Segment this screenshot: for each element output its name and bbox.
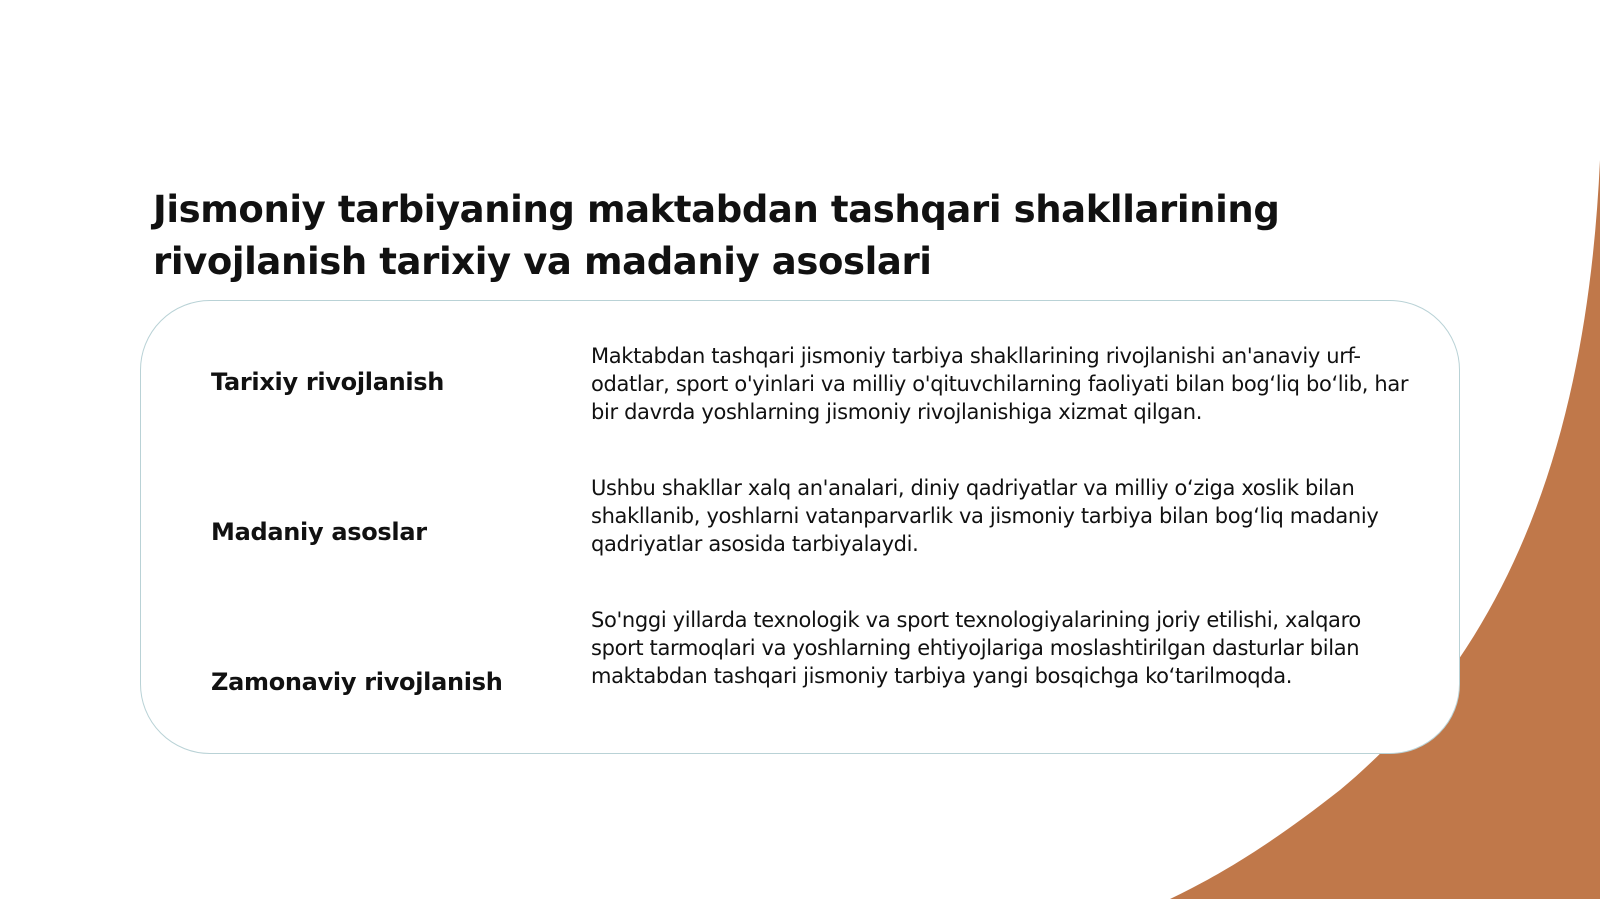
row-text-cultural: Ushbu shakllar xalq an'analari, diniy qadriyatlar va milliy o‘ziga xoslik bilan shakllanib, yoshlarni vatanparvarlik va jismoniy tarbiya bilan bog‘liq madaniy qadriyatlar asosida tarbiyalaydi. (591, 476, 1379, 556)
slide-title: Jismoniy tarbiyaning maktabdan tashqari shakllarining rivojlanish tarixiy va madaniy asoslari (153, 188, 1280, 283)
row-label-historical: Tarixiy rivojlanish (211, 368, 445, 396)
row-text-modern: So'nggi yillarda texnologik va sport texnologiyalarining joriy etilishi, xalqaro sport tarmoqlari va yoshlarning ehtiyojlariga moslashtirilgan dasturlar bilan maktabdan tashqari jismoniy tarbiya yangi bosqichga ko‘tarilmoqda. (591, 608, 1361, 688)
row-label-modern: Zamonaviy rivojlanish (211, 668, 503, 696)
row-text-historical: Maktabdan tashqari jismoniy tarbiya shakllarining rivojlanishi an'anaviy urf-odatlar, sport o'yinlari va milliy o'qituvchilarning faoliyati bilan bog‘liq bo‘lib, har bir davrda yoshlarning jismoniy rivojlanishiga xizmat qilgan. (591, 344, 1409, 424)
row-label-cultural: Madaniy asoslar (211, 518, 427, 546)
